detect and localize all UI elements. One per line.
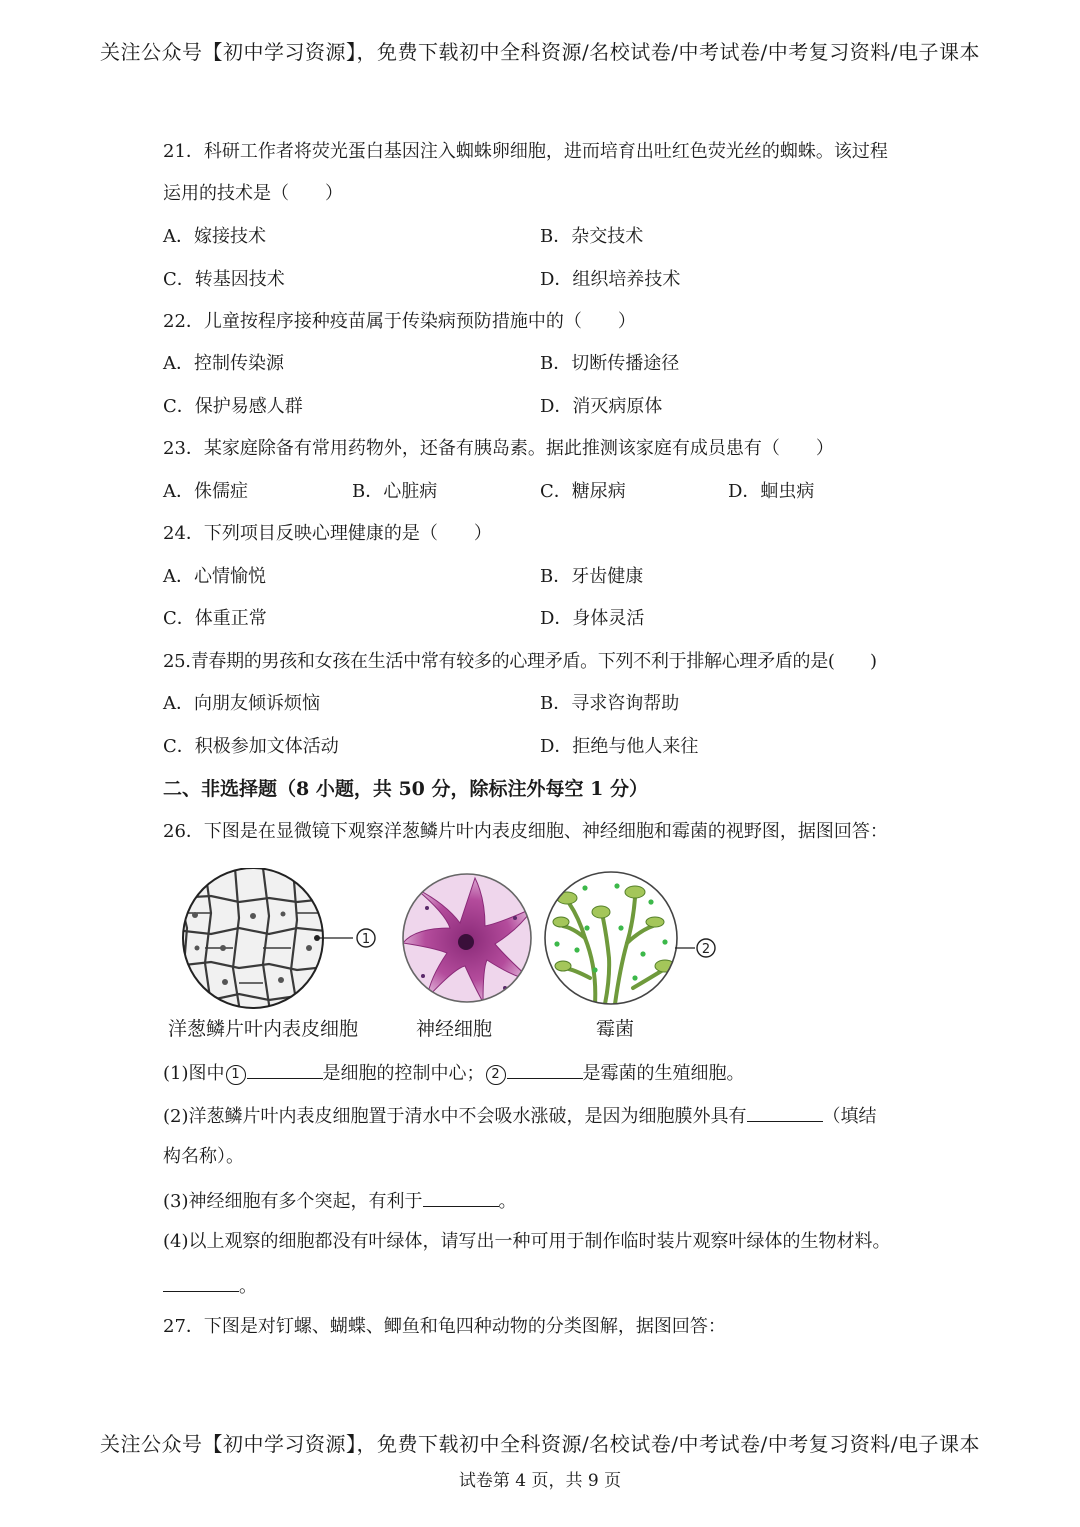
section-title: 二、非选择题（8 小题，共 50 分，除标注外每空 1 分）	[163, 778, 648, 800]
marker-1	[357, 929, 375, 947]
q25-option-d: D．拒绝与他人来往	[540, 736, 699, 757]
q26-subq2	[163, 1103, 877, 1129]
q26-subq2-cont: 构名称）。	[163, 1146, 244, 1167]
q26-subq3-text: (3)神经细胞有多个突起，有利于	[163, 1191, 423, 1212]
q23-option-b: B．心脏病	[352, 481, 438, 502]
q21-stem-line1: 21．科研工作者将荧光蛋白基因注入蜘蛛卵细胞，进而培育出吐红色荧光丝的蜘蛛。该过程	[163, 141, 888, 162]
mold-image	[545, 872, 695, 1004]
q21-option-b: B．杂交技术	[540, 226, 644, 247]
q26-subq1	[163, 1060, 745, 1086]
circled-1: 1	[226, 1065, 246, 1085]
marker-2	[697, 939, 715, 957]
q25-option-c: C．积极参加文体活动	[163, 736, 339, 757]
page-number: 试卷第 4 页，共 9 页	[458, 1471, 622, 1491]
q26-subq4-answer	[163, 1273, 257, 1299]
q23-stem: 23．某家庭除备有常用药物外，还备有胰岛素。据此推测该家庭有成员患有（ ）	[163, 438, 834, 459]
q24-stem: 24．下列项目反映心理健康的是（ ）	[163, 523, 492, 544]
q24-option-d: D．身体灵活	[540, 608, 645, 629]
onion-cells-image	[175, 868, 353, 1028]
q26-subq2-suffix: （填结	[822, 1106, 877, 1127]
q21-option-c: C．转基因技术	[163, 269, 285, 290]
q21-option-a: A．嫁接技术	[163, 226, 266, 247]
q26-subq4: (4)以上观察的细胞都没有叶绿体，请写出一种可用于制作临时装片观察叶绿体的生物材料。	[163, 1231, 891, 1252]
q24-option-b: B．牙齿健康	[540, 566, 644, 587]
q26-subq1-mid: 是细胞的控制中心；	[322, 1063, 485, 1084]
q21-option-d: D．组织培养技术	[540, 269, 681, 290]
q23-option-c: C．糖尿病	[540, 481, 626, 502]
q25-option-a: A．向朋友倾诉烦恼	[163, 693, 320, 714]
q22-option-d: D．消灭病原体	[540, 396, 663, 417]
q27-stem: 27．下图是对钉螺、蝴蝶、鲫鱼和龟四种动物的分类图解，据图回答：	[163, 1316, 726, 1337]
q23-option-d: D．蛔虫病	[728, 481, 815, 502]
circled-2: 2	[486, 1065, 506, 1085]
q22-option-a: A．控制传染源	[163, 353, 284, 374]
q26-subq2-text: (2)洋葱鳞片叶内表皮细胞置于清水中不会吸水涨破，是因为细胞膜外具有	[163, 1106, 747, 1127]
header-banner: 关注公众号【初中学习资源】，免费下载初中全科资源/名校试卷/中考试卷/中考复习资料/电子课本	[100, 40, 980, 64]
q25-option-b: B．寻求咨询帮助	[540, 693, 680, 714]
fig-caption-mold: 霉菌	[596, 1018, 635, 1040]
nerve-cell-image	[403, 874, 533, 1002]
q26-stem: 26．下图是在显微镜下观察洋葱鳞片叶内表皮细胞、神经细胞和霉菌的视野图，据图回答：	[163, 821, 888, 842]
q23-option-a: A．侏儒症	[163, 481, 248, 502]
q22-option-c: C．保护易感人群	[163, 396, 303, 417]
q21-stem-line2: 运用的技术是（ ）	[163, 183, 343, 204]
q26-subq1-prefix: (1)图中	[163, 1063, 225, 1084]
answer-blank-1[interactable]	[247, 1060, 323, 1079]
answer-blank-2[interactable]	[507, 1060, 583, 1079]
fig-caption-nerve: 神经细胞	[416, 1018, 493, 1040]
fig-caption-onion: 洋葱鳞片叶内表皮细胞	[168, 1018, 359, 1040]
marker-2-label: 2	[701, 942, 711, 957]
q26-subq3	[163, 1188, 517, 1214]
q24-option-a: A．心情愉悦	[163, 566, 266, 587]
q26-subq4-suffix: 。	[239, 1276, 257, 1297]
answer-blank-3[interactable]	[747, 1103, 823, 1122]
q22-option-b: B．切断传播途径	[540, 353, 680, 374]
answer-blank-5[interactable]	[163, 1273, 239, 1292]
footer-banner: 关注公众号【初中学习资源】，免费下载初中全科资源/名校试卷/中考试卷/中考复习资料/电子课本	[100, 1432, 980, 1456]
q22-stem: 22．儿童按程序接种疫苗属于传染病预防措施中的（ ）	[163, 311, 636, 332]
q24-option-c: C．体重正常	[163, 608, 267, 629]
q25-stem: 25.青春期的男孩和女孩在生活中常有较多的心理矛盾。下列不利于排解心理矛盾的是( )	[163, 651, 877, 672]
q26-subq3-suffix: 。	[498, 1191, 517, 1212]
answer-blank-4[interactable]	[423, 1188, 499, 1207]
marker-1-label: 1	[361, 932, 371, 947]
q26-subq1-suffix: 是霉菌的生殖细胞。	[582, 1063, 745, 1084]
